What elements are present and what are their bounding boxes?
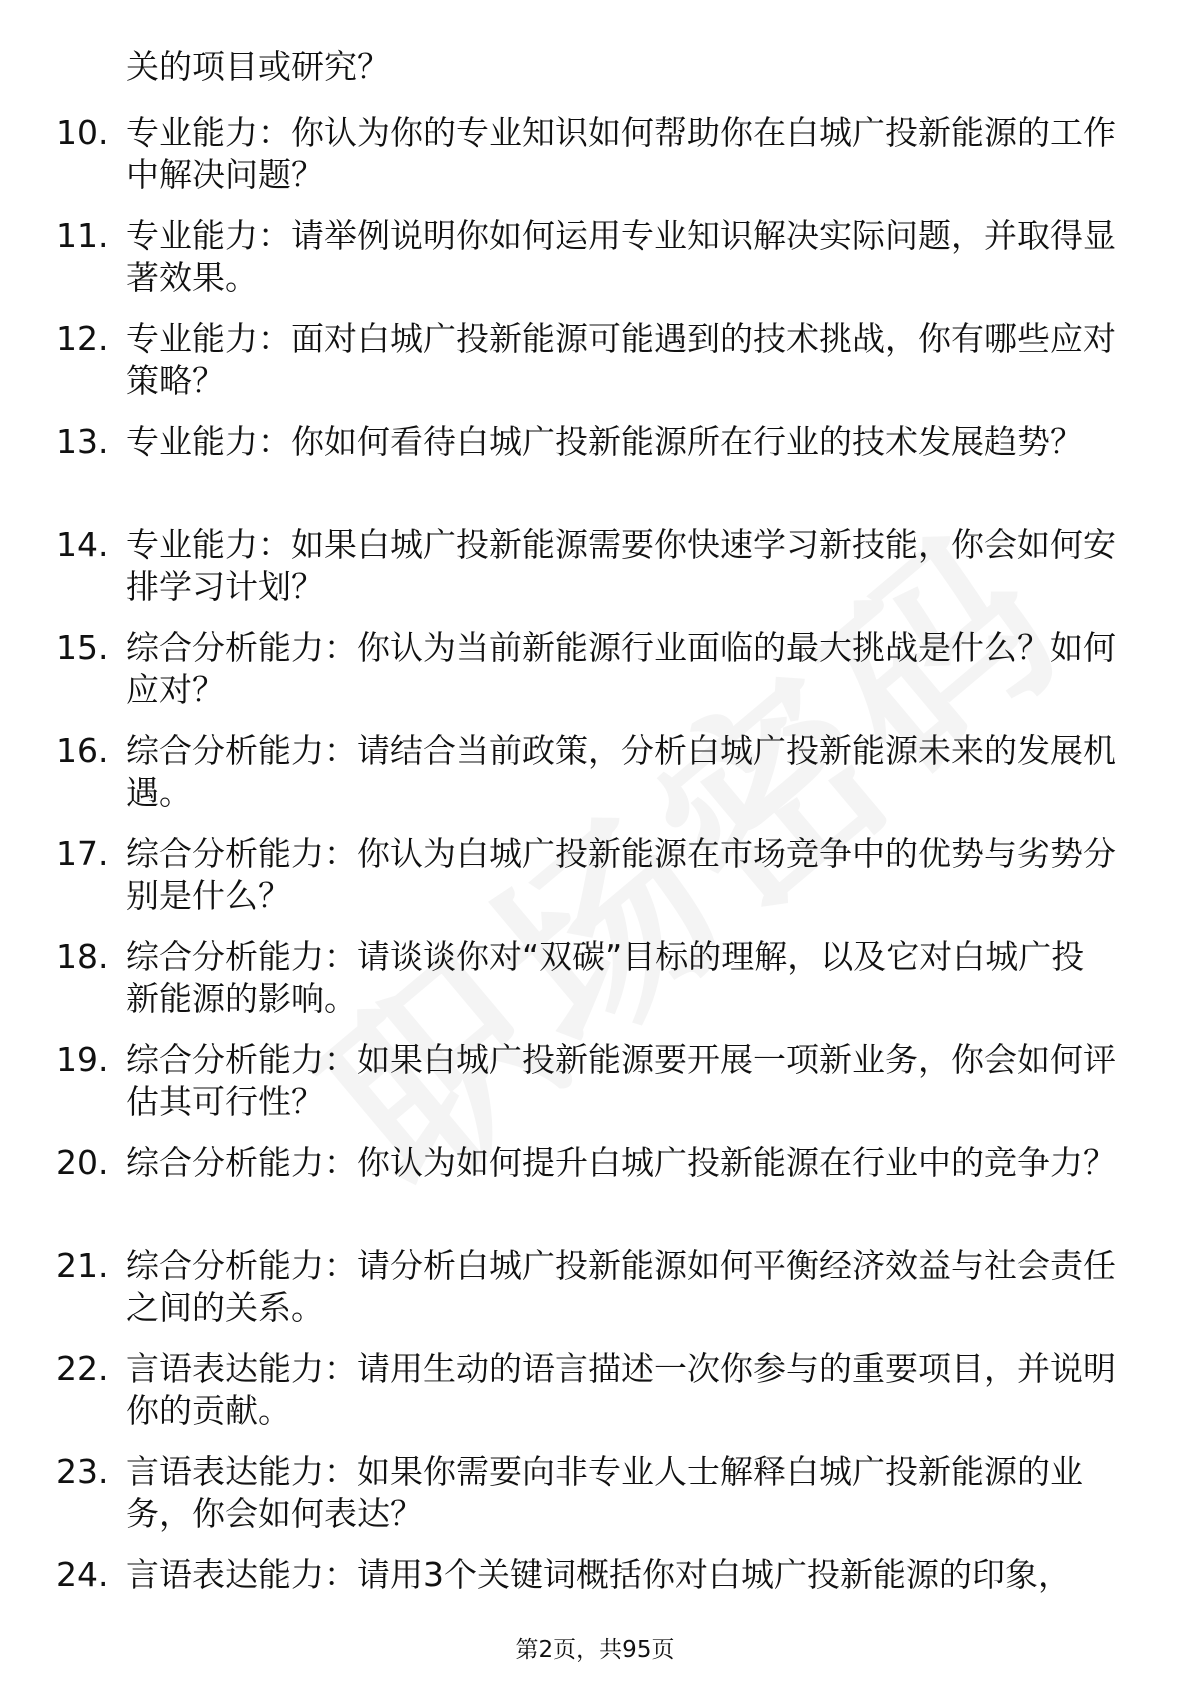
question-item <box>56 318 1126 421</box>
question-text: 综合分析能力：如果白城广投新能源要开展一项新业务，你会如何评估其可行性？ <box>126 1040 1116 1121</box>
question-number: 13. <box>56 422 109 461</box>
question-number: 21. <box>56 1246 109 1285</box>
question-number: 16. <box>56 731 109 770</box>
question-text: 言语表达能力：请用3个关键词概括你对白城广投新能源的印象， <box>126 1555 1071 1594</box>
question-item <box>56 1245 1126 1348</box>
question-list <box>56 112 1126 1657</box>
question-text: 综合分析能力：请结合当前政策，分析白城广投新能源未来的发展机遇。 <box>126 731 1116 812</box>
question-item <box>56 215 1126 318</box>
question-number: 17. <box>56 834 109 873</box>
question-number: 14. <box>56 525 109 564</box>
question-item <box>56 112 1126 215</box>
question-item <box>56 421 1126 524</box>
question-text: 专业能力：面对白城广投新能源可能遇到的技术挑战，你有哪些应对策略？ <box>126 319 1116 400</box>
question-number: 12. <box>56 319 109 358</box>
question-text: 综合分析能力：请谈谈你对“双碳”目标的理解，以及它对白城广投新能源的影响。 <box>126 937 1085 1018</box>
question-text: 综合分析能力：请分析白城广投新能源如何平衡经济效益与社会责任之间的关系。 <box>126 1246 1116 1327</box>
question-number: 19. <box>56 1040 109 1079</box>
question-text: 专业能力：你如何看待白城广投新能源所在行业的技术发展趋势？ <box>126 422 1083 461</box>
question-text: 综合分析能力：你认为当前新能源行业面临的最大挑战是什么？如何应对？ <box>126 628 1116 709</box>
question-text: 言语表达能力：请用生动的语言描述一次你参与的重要项目，并说明你的贡献。 <box>126 1349 1116 1430</box>
question-number: 11. <box>56 216 109 255</box>
question-text: 专业能力：如果白城广投新能源需要你快速学习新技能，你会如何安排学习计划？ <box>126 525 1116 606</box>
question-text: 言语表达能力：如果你需要向非专业人士解释白城广投新能源的业务，你会如何表达？ <box>126 1452 1083 1533</box>
question-number: 23. <box>56 1452 109 1491</box>
question-number: 15. <box>56 628 109 667</box>
page-footer: 第2页，共95页 <box>515 1637 675 1663</box>
continued-question-text: 关的项目或研究？ <box>126 47 390 86</box>
question-item <box>56 627 1126 730</box>
question-text: 综合分析能力：你认为白城广投新能源在市场竞争中的优势与劣势分别是什么？ <box>126 834 1116 915</box>
question-item <box>56 1451 1126 1554</box>
question-text: 综合分析能力：你认为如何提升白城广投新能源在行业中的竞争力？ <box>126 1143 1116 1182</box>
question-item <box>56 1348 1126 1451</box>
question-number: 22. <box>56 1349 109 1388</box>
question-number: 20. <box>56 1143 109 1182</box>
question-number: 24. <box>56 1555 109 1594</box>
question-item <box>56 1142 1126 1245</box>
question-item <box>56 936 1126 1039</box>
question-text: 专业能力：请举例说明你如何运用专业知识解决实际问题，并取得显著效果。 <box>126 216 1116 297</box>
question-text: 专业能力：你认为你的专业知识如何帮助你在白城广投新能源的工作中解决问题？ <box>126 113 1116 194</box>
question-number: 10. <box>56 113 109 152</box>
question-item <box>56 1039 1126 1142</box>
question-item <box>56 730 1126 833</box>
question-item <box>56 524 1126 627</box>
question-number: 18. <box>56 937 109 976</box>
question-item <box>56 833 1126 936</box>
